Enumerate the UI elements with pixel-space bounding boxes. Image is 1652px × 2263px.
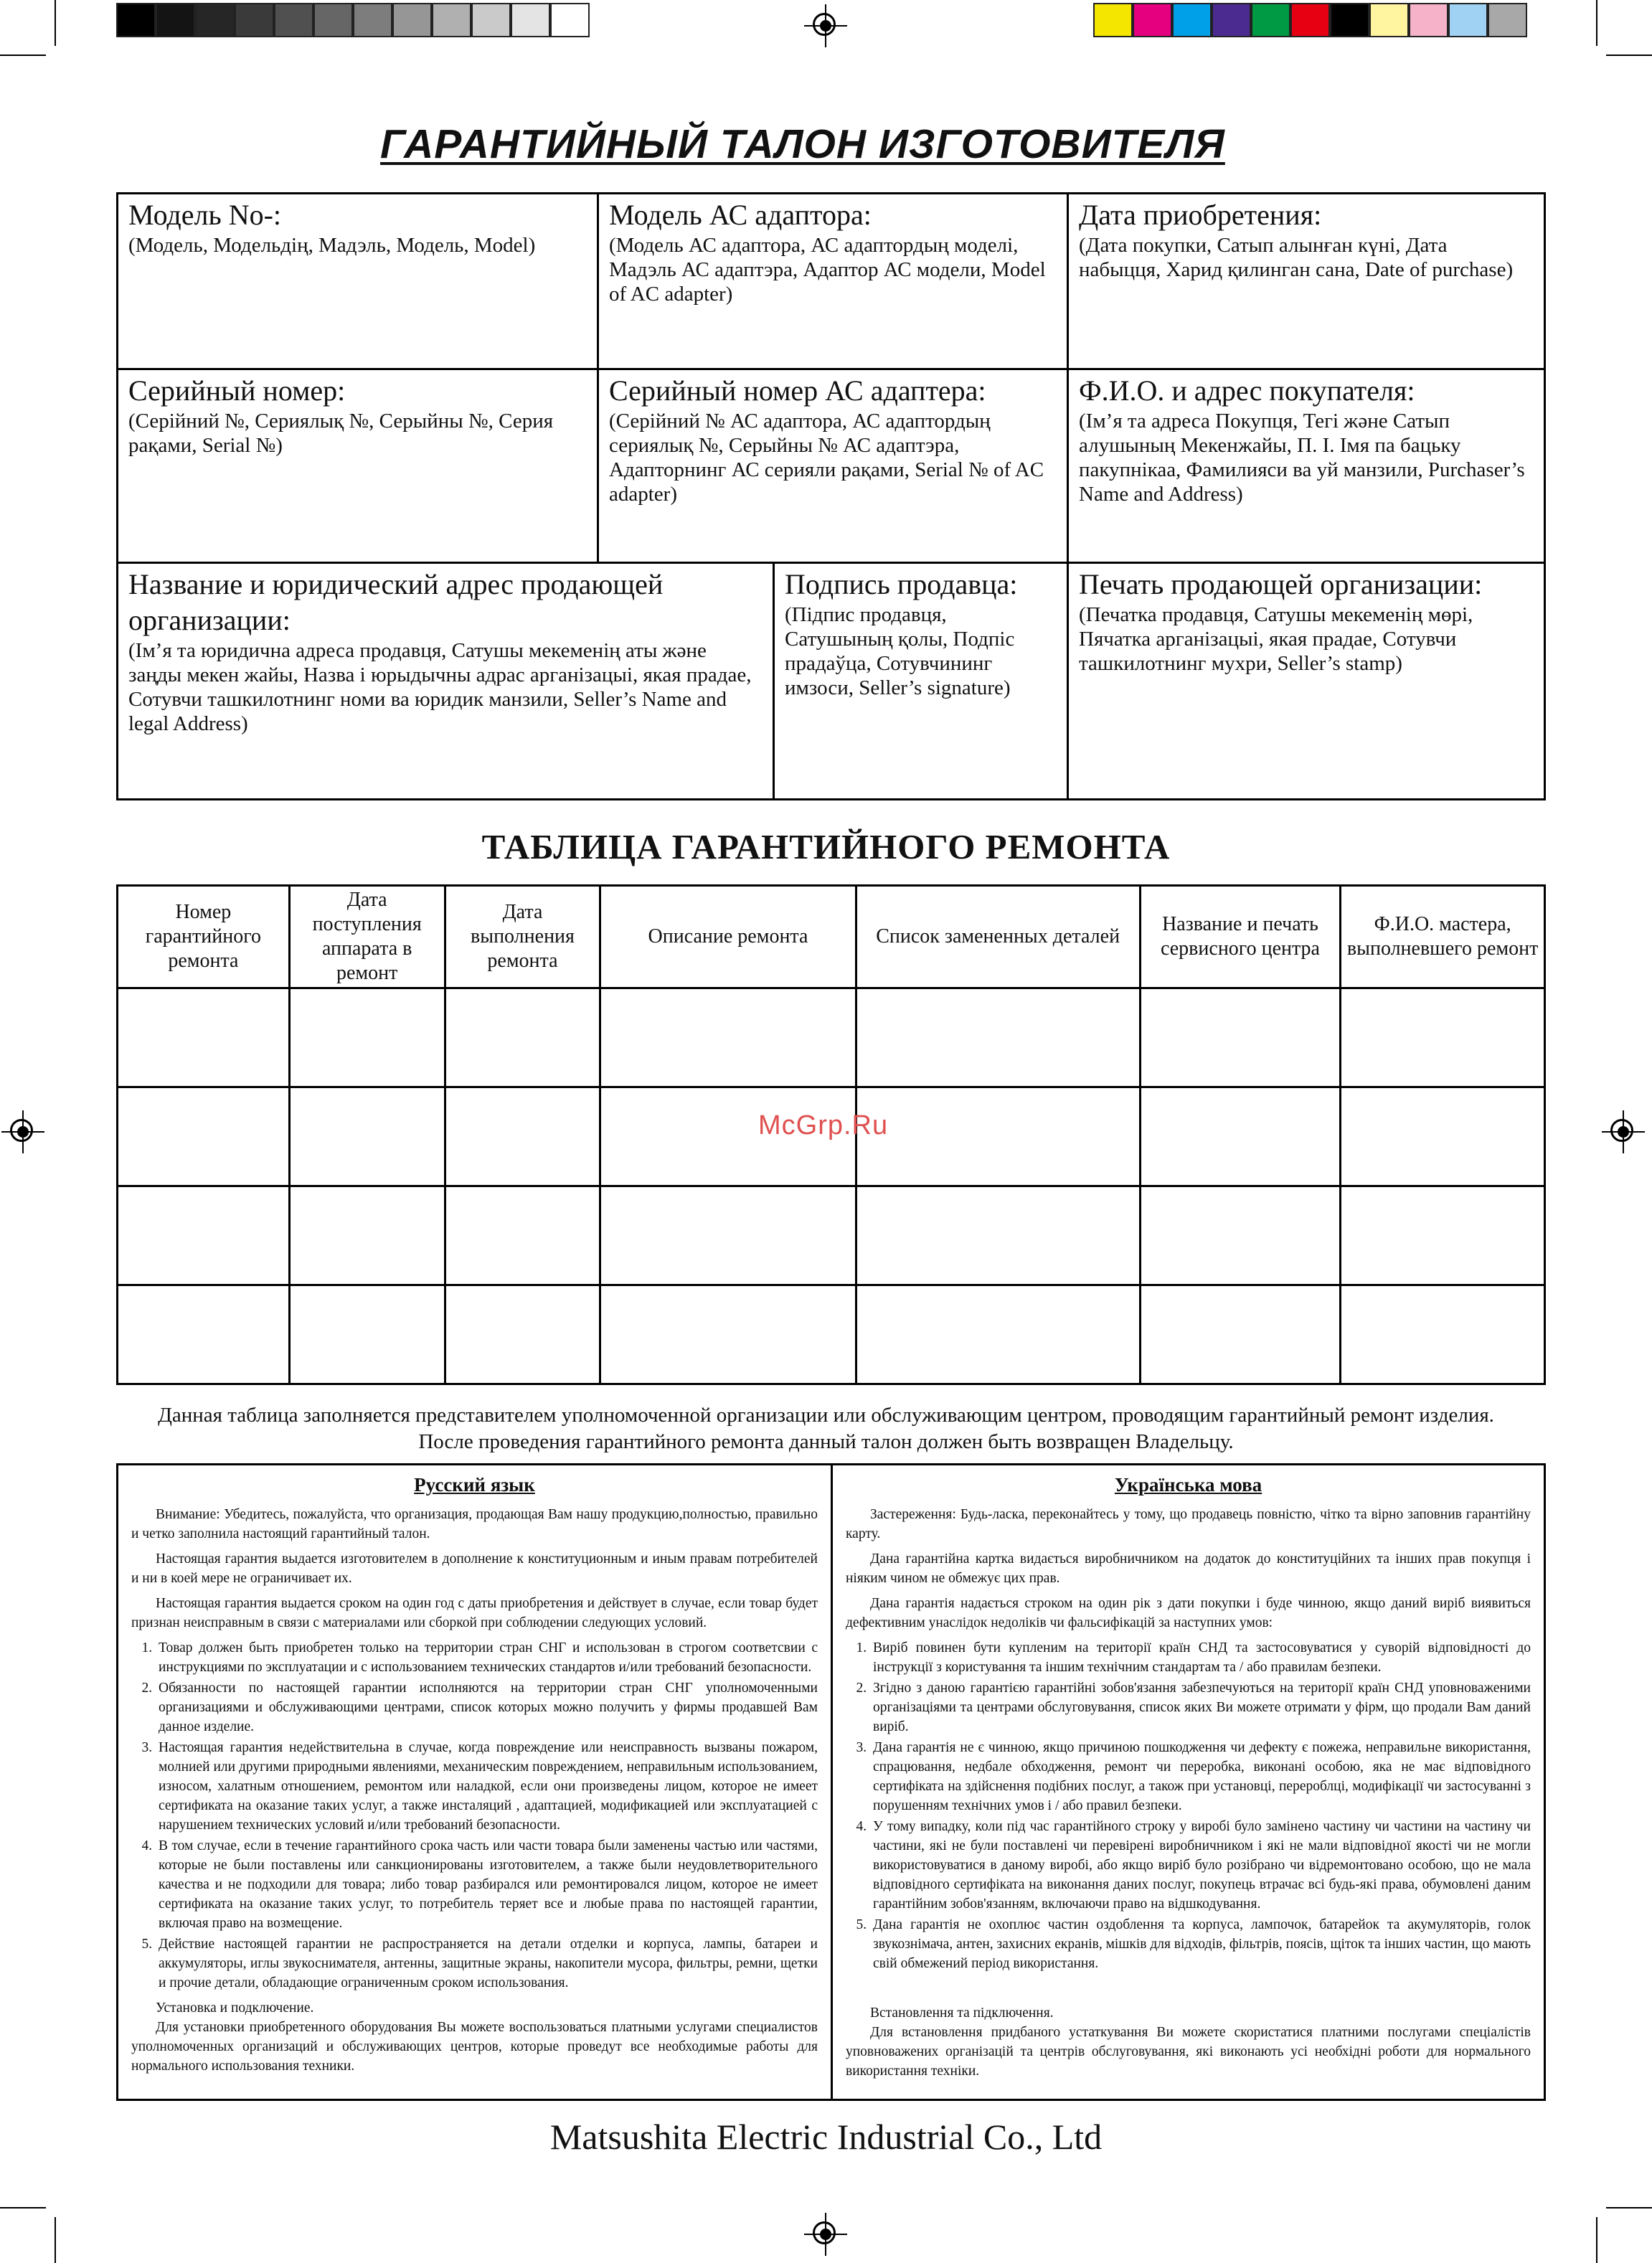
crop-mark xyxy=(55,2217,56,2263)
color-swatch xyxy=(432,3,471,37)
table-cell[interactable] xyxy=(1341,1087,1545,1186)
color-swatch xyxy=(195,3,235,37)
color-swatch xyxy=(274,3,313,37)
model-sublabel: (Модель, Модельдің, Мадэль, Модель, Model) xyxy=(128,234,536,257)
crop-mark xyxy=(55,0,56,46)
color-swatch xyxy=(235,3,274,37)
list-item: 3. Настоящая гарантия недействительна в случае, когда повреждение или неисправность вызваны пожаром, молнией или другими природными явлениями, механическим повреждением, неправильным использованием, износом, халатным отношением, ремонтом или наладкой, если они произведены лицом, которое не имеет сертификата на оказание таких услуг, а также инсталяций , адаптацией, модификацией или эксплуатацией с нарушением технических условий и/или требований безопасности. xyxy=(156,1738,818,1835)
table-cell[interactable] xyxy=(600,1285,856,1384)
table-cell[interactable] xyxy=(118,1087,290,1186)
header-repair-number: Номер гарантийного ремонта xyxy=(118,886,290,988)
crop-mark xyxy=(1596,2217,1597,2263)
ukrainian-install-text: Для встановлення придбаного устаткування Ви можете скористатися платними послугами спеціалістів уповноважених організацій та центрів обслуговування, які виконають усі необхідні роботи для нормального використання техніки. xyxy=(846,2025,1531,2079)
page-title: ГАРАНТИЙНЫЙ ТАЛОН ИЗГОТОВИТЕЛЯ xyxy=(380,121,1225,167)
purchase-date-label: Дата приобретения: xyxy=(1079,199,1322,231)
seller-org-cell[interactable] xyxy=(118,564,775,798)
seller-org-label: Название и юридический адрес продающей организации: xyxy=(128,568,664,636)
ac-serial-sublabel: (Серійний № АС адаптора, АС адаптордың сериялық №, Серыйны № АС адаптэра, Адапторнинг АС серияли рақами, Serial № of AC adapter) xyxy=(609,410,1044,506)
table-cell[interactable] xyxy=(856,1285,1140,1384)
purchaser-cell[interactable] xyxy=(1069,370,1544,564)
seller-stamp-cell[interactable] xyxy=(1069,564,1544,798)
registration-mark-top xyxy=(804,4,847,47)
color-swatch xyxy=(511,3,550,37)
seller-stamp-sublabel: (Печатка продавця, Сатушы мекеменің мөрі, Пячатка арганізацыі, якая прадае, Сотувчи ташкилотнинг мухри, Seller’s stamp) xyxy=(1079,603,1473,675)
color-swatch xyxy=(1172,3,1212,37)
table-cell[interactable] xyxy=(445,1186,600,1285)
table-cell[interactable] xyxy=(289,1186,445,1285)
repair-table-note-2: После проведения гарантийного ремонта данный талон должен быть возвращен Владельцу. xyxy=(418,1430,1234,1453)
table-cell[interactable] xyxy=(1341,988,1545,1087)
list-item: 2. Обязанности по настоящей гарантии исполняются на территории стран СНГ уполномоченными организациями и обслуживающими центрами, список которых можно получить у фирмы продавшей Вам данное изделие. xyxy=(156,1678,818,1737)
color-swatch xyxy=(1330,3,1369,37)
russian-install-title: Установка и подключение. xyxy=(156,2000,314,2016)
table-cell[interactable] xyxy=(118,1186,290,1285)
list-item: 4. У тому випадку, коли під час гарантійного строку у виробі було замінено частину чи частини на частину чи частини, які не були поставлені чи перевірені виробничником і які не мали відповідної якості чи не могли використовуватися в даному виробі, або якщо виріб було розібрано чи відремонтовано особою, що не мала відповідного сертифіката на виконання даних послуг, покупець втрачає всі будь-які права, обумовлені даним гарантійним зобов'язанням, включаючи право на відшкодування. xyxy=(870,1817,1531,1914)
table-cell[interactable] xyxy=(1140,1186,1341,1285)
ukrainian-terms-column xyxy=(833,1465,1544,2099)
table-cell[interactable] xyxy=(118,1285,290,1384)
crop-mark xyxy=(0,2207,46,2208)
ukrainian-conditions-list xyxy=(846,1638,1531,1973)
repair-table-note-1: Данная таблица заполняется представителем уполномоченной организации или обслуживающим центром, проводящим гарантийный ремонт изделия. xyxy=(158,1404,1494,1427)
color-swatch xyxy=(392,3,432,37)
list-item: 3. Дана гарантія не є чинною, якщо причиною пошкодження чи дефекту є пожежа, неправильне використання, спрацювання, недбале обходження, ремонт чи переробка, виконані особою, яка не має відповідного сертифіката на здійснення подібних послуг, а також при установці, перероблці, модифікації чи застосуванні з порушенням технічних умов і / або правил безпеки. xyxy=(870,1738,1531,1815)
table-cell[interactable] xyxy=(856,1087,1140,1186)
serial-cell[interactable] xyxy=(118,370,599,564)
table-row xyxy=(118,1186,1545,1285)
color-swatch xyxy=(550,3,590,37)
seller-signature-label: Подпись продавца: xyxy=(785,568,1018,600)
crop-mark xyxy=(1606,2207,1652,2208)
table-cell[interactable] xyxy=(1140,1087,1341,1186)
list-item: 4. В том случае, если в течение гарантийного срока часть или части товара были заменены частью или частями, которые не были поставлены или санкционированы изготовителем, а также были неудовлетворительного качества и не подходили для товара; либо товар разбирался или ремонтировался лицом, которое не имеет сертификата на оказание таких услуг, то потребитель теряет все и любые права по настоящей гарантии, включая право на возмещение. xyxy=(156,1836,818,1933)
manufacturer-footer: Matsushita Electric Industrial Co., Ltd xyxy=(549,2117,1103,2157)
table-cell[interactable] xyxy=(445,988,600,1087)
list-item: 1. Виріб повинен бути купленим на території країн СНД та застосовуватися у суворій відповідності до інструкції з користування та іншим технічним стандартам та / або правилам безпеки. xyxy=(870,1638,1531,1677)
table-cell[interactable] xyxy=(856,1186,1140,1285)
table-cell[interactable] xyxy=(1341,1285,1545,1384)
purchaser-label: Ф.И.О. и адрес покупателя: xyxy=(1079,374,1415,407)
color-swatch xyxy=(1488,3,1527,37)
russian-language-heading: Русский язык xyxy=(414,1474,535,1496)
seller-signature-sublabel: (Підпис продавця, Сатушының қолы, Подпіс прадаўца, Сотувчининг имзоси, Seller’s signature) xyxy=(785,603,1015,699)
russian-paragraph: Настоящая гарантия выдается изготовителем в дополнение к конституционным и иным правам потребителей и ни в коей мере не ограничивает их. xyxy=(131,1551,818,1586)
table-cell[interactable] xyxy=(1140,988,1341,1087)
color-swatch xyxy=(1409,3,1448,37)
table-cell[interactable] xyxy=(289,988,445,1087)
seller-signature-cell[interactable] xyxy=(775,564,1069,798)
purchase-date-cell[interactable] xyxy=(1069,194,1544,370)
table-cell[interactable] xyxy=(600,1186,856,1285)
ac-model-cell[interactable] xyxy=(599,194,1069,370)
ukrainian-install-title: Встановлення та підключення. xyxy=(870,2005,1054,2021)
seller-org-sublabel: (Ім’я та юридична адреса продавця, Сатушы мекеменің аты және заңды мекен жайы, Назва і юрыдычны адрас арганізацыі, якая прадае, Сотувчи ташкилотнинг номи ва юридик манзили, Seller’s Name and legal Address) xyxy=(128,639,752,735)
watermark: McGrp.Ru xyxy=(758,1110,889,1140)
model-cell[interactable] xyxy=(118,194,599,370)
list-item: 1. Товар должен быть приобретен только на территории стран СНГ и использован в строгом соответсвии с инструкциями по эксплуатации и с использованием технических стандартов и/или требований безопасности. xyxy=(156,1638,818,1677)
table-cell[interactable] xyxy=(856,988,1140,1087)
ac-model-label: Модель АС адаптора: xyxy=(609,199,872,231)
warranty-terms-box xyxy=(116,1463,1546,2101)
ac-model-sublabel: (Модель АС адаптора, АС адаптордың моделі, Мадэль АС адаптэра, Адаптор АС модели, Model of AC adapter) xyxy=(609,234,1046,306)
model-label: Модель No-: xyxy=(128,199,282,231)
header-replaced-parts: Список замененных деталей xyxy=(856,886,1140,988)
crop-mark xyxy=(1606,55,1652,56)
table-cell[interactable] xyxy=(1140,1285,1341,1384)
seller-stamp-label: Печать продающей организации: xyxy=(1079,568,1483,600)
table-row xyxy=(118,988,1545,1087)
color-swatch xyxy=(1251,3,1290,37)
registration-mark-left xyxy=(1,1110,44,1153)
list-item: 2. Згідно з даною гарантією гарантійні зобов'язання забезпечуються на території країн СНД уповноваженими організаціями та центрами обслуговування, список яких Ви можете отримати у фірм, що продали Вам даний виріб. xyxy=(870,1678,1531,1737)
table-cell[interactable] xyxy=(445,1285,600,1384)
serial-label: Серийный номер: xyxy=(128,374,346,407)
color-swatch xyxy=(1133,3,1172,37)
ukrainian-paragraph: Дана гарантія надається строком на один рік з дати покупки і буде чинною, якщо даний виріб виявиться дефективним унаслідок недоліків чи фальсифікацій за наступних умов: xyxy=(846,1596,1531,1630)
purchaser-sublabel: (Ім’я та адреса Покупця, Тегі және Сатып алушының Мекенжайы, П. І. Імя па бацьку пакупнікаа, Фамилияси ва уй манзили, Purchaser’s Name and Address) xyxy=(1079,410,1525,506)
crop-mark xyxy=(0,55,46,56)
table-cell[interactable] xyxy=(289,1285,445,1384)
table-cell[interactable] xyxy=(600,988,856,1087)
color-swatch xyxy=(353,3,392,37)
table-cell[interactable] xyxy=(1341,1186,1545,1285)
russian-conditions-list xyxy=(131,1638,818,1993)
table-cell[interactable] xyxy=(445,1087,600,1186)
russian-install-text: Для установки приобретенного оборудования Вы можете воспользоваться платными услугами специалистов уполномоченных организаций и обслуживающих центров, которые проведут все необходимые работы для нормального использования техники. xyxy=(131,2020,818,2074)
header-received-date: Дата поступления аппарата в ремонт xyxy=(289,886,445,988)
table-cell[interactable] xyxy=(118,988,290,1087)
color-swatch xyxy=(313,3,353,37)
table-cell[interactable] xyxy=(289,1087,445,1186)
color-swatch xyxy=(1212,3,1251,37)
ukrainian-paragraph: Застереження: Будь-ласка, переконайтесь у тому, що продавець повністю, чітко та вірно заповнив гарантійну карту. xyxy=(846,1507,1531,1541)
list-item: 5. Дана гарантія не охоплює частин оздоблення та корпуса, лампочок, батарейок та акумуляторів, голок звукознімача, антен, захисних екранів, мішків для відходів, фільтрів, поясів, щіток та інших частин, що мають свій обмежений період використання. xyxy=(870,1915,1531,1973)
crop-mark xyxy=(1596,0,1597,46)
warranty-info-grid xyxy=(116,192,1546,800)
header-service-center: Название и печать сервисного центра xyxy=(1140,886,1341,988)
color-swatch xyxy=(156,3,195,37)
header-completion-date: Дата выполнения ремонта xyxy=(445,886,600,988)
serial-sublabel: (Серійний №, Сериялық №, Серыйны №, Серия рақами, Serial №) xyxy=(128,410,554,457)
header-technician: Ф.И.О. мастера, выполневшего ремонт xyxy=(1341,886,1545,988)
ukrainian-paragraph: Дана гарантійна картка видається виробничником на додаток до конституційних та інших прав покупця і ніяким чином не обмежує цих прав. xyxy=(846,1551,1531,1586)
header-repair-description: Описание ремонта xyxy=(600,886,856,988)
table-row xyxy=(118,1285,1545,1384)
russian-terms-column xyxy=(118,1465,833,2099)
ac-serial-cell[interactable] xyxy=(599,370,1069,564)
purchase-date-sublabel: (Дата покупки, Сатып алынған күні, Дата набыцця, Харид қилинган сана, Date of purchase) xyxy=(1079,234,1514,281)
ac-serial-label: Серийный номер АС адаптера: xyxy=(609,374,986,407)
repair-table-title: ТАБЛИЦА ГАРАНТИЙНОГО РЕМОНТА xyxy=(481,827,1171,866)
color-swatch xyxy=(471,3,511,37)
list-item: 5. Действие настоящей гарантии не распространяется на детали отделки и корпуса, лампы, батареи и аккумуляторы, иглы звукоснимателя, антенны, защитные экраны, накопители мусора, фильтры, ремни, щетки и прочие детали, обладающие ограниченным сроком использования. xyxy=(156,1934,818,1993)
color-swatch xyxy=(1369,3,1409,37)
color-swatch xyxy=(116,3,156,37)
ukrainian-language-heading: Українська мова xyxy=(1114,1474,1262,1496)
registration-mark-right xyxy=(1602,1110,1645,1153)
color-swatch xyxy=(1290,3,1330,37)
registration-mark-bottom xyxy=(804,2213,847,2256)
color-swatch xyxy=(1448,3,1488,37)
color-swatch xyxy=(1093,3,1133,37)
russian-paragraph: Внимание: Убедитесь, пожалуйста, что организация, продающая Вам нашу продукцию,полностью, правильно и четко заполнила настоящий гарантийный талон. xyxy=(131,1507,818,1541)
russian-paragraph: Настоящая гарантия выдается сроком на один год с даты приобретения и действует в случае, если товар будет признан неисправным в связи с материалами или сборкой при соблюдении следующих условий. xyxy=(131,1596,818,1630)
